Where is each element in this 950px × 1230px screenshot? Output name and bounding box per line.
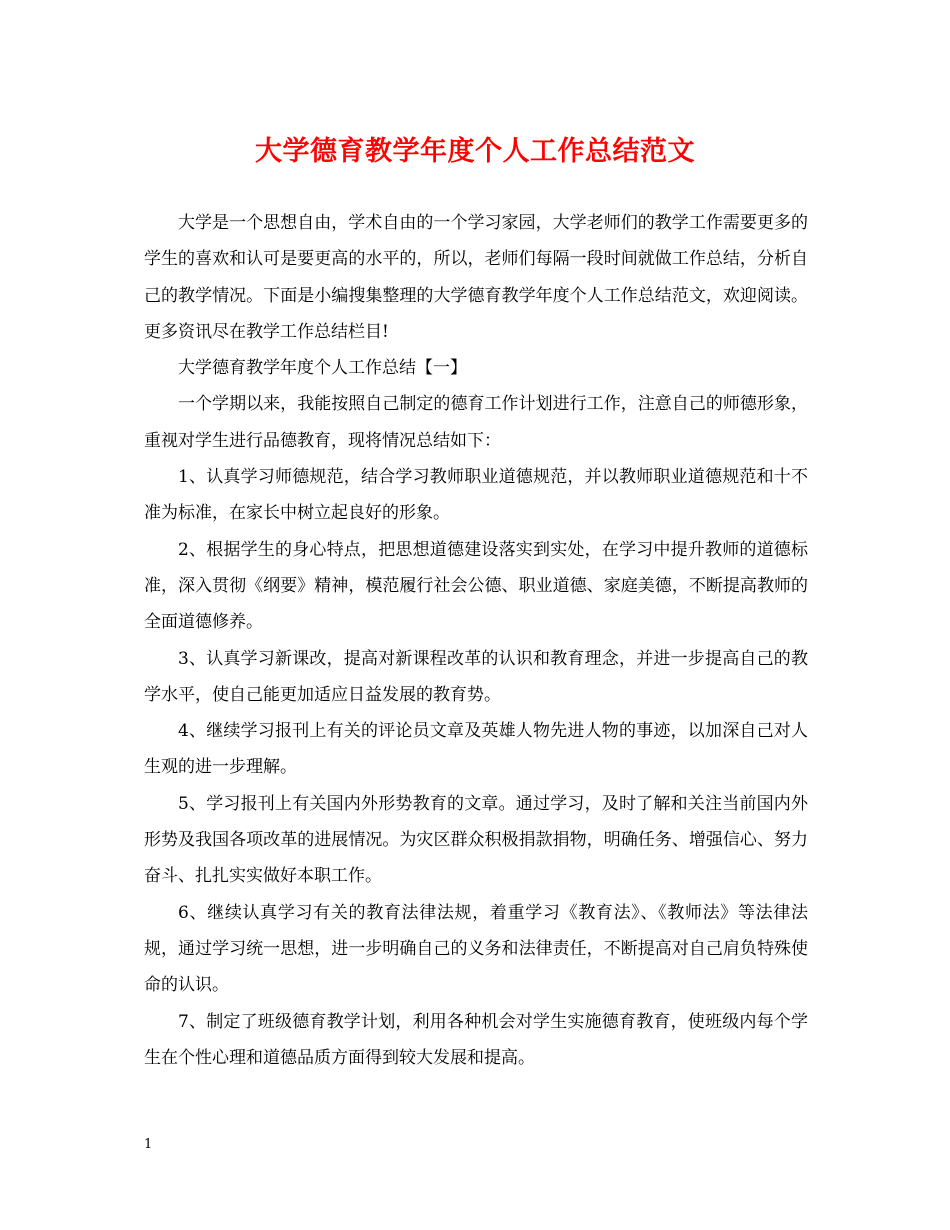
list-item-6: 6、继续认真学习有关的教育法律法规，着重学习《教育法》、《教师法》等法律法规，通过学习统一思想，进一步明确自己的义务和法律责任，不断提高对自己肩负特殊使命的认识。 xyxy=(144,902,808,996)
list-item-7: 7、制定了班级德育教学计划，利用各种机会对学生实施德育教育，使班级内每个学生在个性心理和道德品质方面得到较大发展和提高。 xyxy=(144,1011,808,1068)
list-item-2: 2、根据学生的身心特点，把思想道德建设落实到实处，在学习中提升教师的道德标准，深入贯彻《纲要》精神，模范履行社会公德、职业道德、家庭美德，不断提高教师的全面道德修养。 xyxy=(144,539,808,633)
page-number: 1 xyxy=(144,1137,153,1152)
list-item-3: 3、认真学习新课改，提高对新课程改革的认识和教育理念，并进一步提高自己的教学水平，使自己能更加适应日益发展的教育势。 xyxy=(144,648,808,705)
summary-paragraph: 一个学期以来，我能按照自己制定的德育工作计划进行工作，注意自己的师德形象，重视对学生进行品德教育，现将情况总结如下： xyxy=(144,394,808,451)
document-title: 大学德育教学年度个人工作总结范文 xyxy=(255,136,695,167)
list-item-1: 1、认真学习师德规范，结合学习教师职业道德规范，并以教师职业道德规范和十不准为标准，在家长中树立起良好的形象。 xyxy=(144,467,808,524)
list-item-5: 5、学习报刊上有关国内外形势教育的文章。通过学习，及时了解和关注当前国内外形势及我国各项改革的进展情况。为灾区群众积极捐款捐物，明确任务、增强信心、努力奋斗、扎扎实实做好本职工作。 xyxy=(144,793,808,887)
document-body xyxy=(144,205,808,1076)
section-heading: 大学德育教学年度个人工作总结【一】 xyxy=(178,358,467,379)
intro-paragraph: 大学是一个思想自由，学术自由的一个学习家园，大学老师们的教学工作需要更多的学生的喜欢和认可是要更高的水平的，所以，老师们每隔一段时间就做工作总结，分析自己的教学情况。下面是小编搜集整理的大学德育教学年度个人工作总结范文，欢迎阅读。更多资讯尽在教学工作总结栏目! xyxy=(144,213,808,342)
list-item-4: 4、继续学习报刊上有关的评论员文章及英雄人物先进人物的事迹，以加深自己对人生观的进一步理解。 xyxy=(144,721,808,778)
